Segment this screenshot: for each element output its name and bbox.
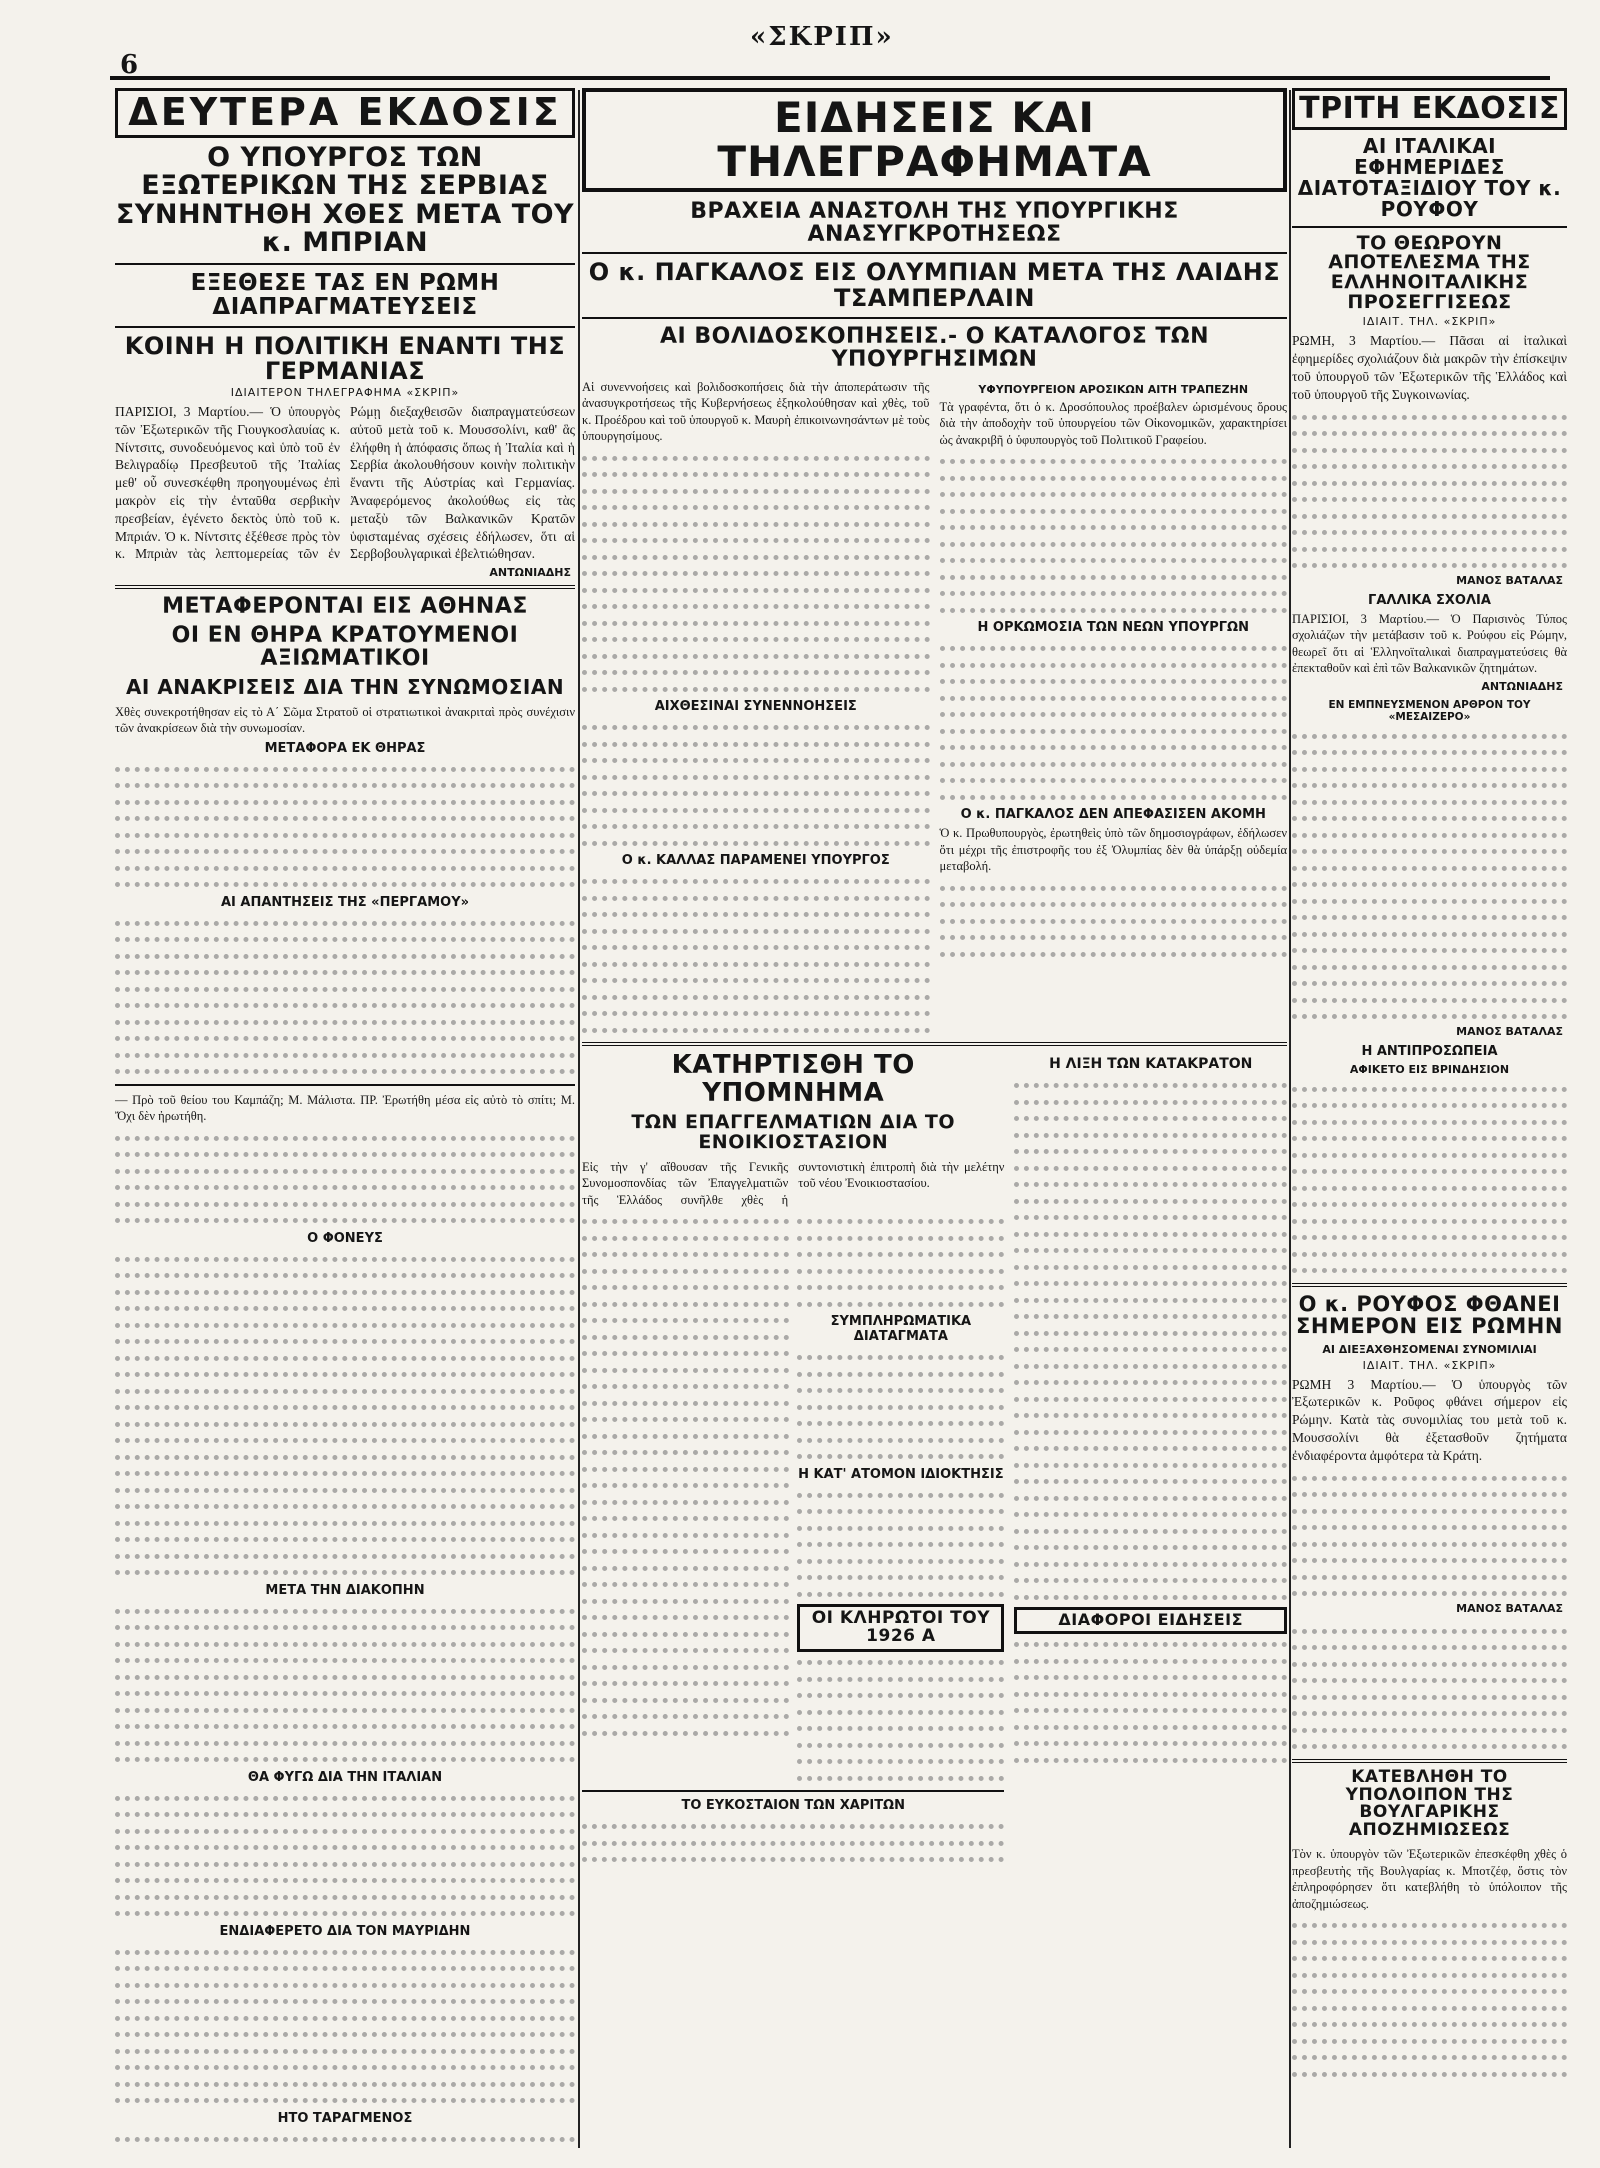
subheading: ΥΦΥΠΟΥΡΓΕΙΟΝ ΑΡΟΣΙΚΩΝ ΑΙΤΗ ΤΡΑΠΕΖΗΝ — [978, 382, 1249, 396]
right-column — [1292, 88, 1567, 2148]
page-header — [110, 0, 1570, 80]
text-column — [582, 1052, 1004, 1865]
article-text: — Πρὸ τοῦ θείου του Καμπάζη; Μ. Μάλιστα. ΠΡ. Ἐρωτήθη μέσα εἰς αὐτὸ τὸ σπίτι; Μ. Ὄχι δὲν ἠρωτήθη. — [115, 1092, 575, 1124]
article-text: Εἰς τὴν γ' αἴθουσαν τῆς Γενικῆς Συνομοσπονδίας τῶν Ἐπαγγελματιῶν τῆς Ἑλλάδος συνῆλθε χθὲς ἡ συντονιστικὴ ἐπιτροπὴ διὰ τὴν μελέτην τοῦ νέου Ἐνοικιοστασίου. — [582, 1159, 1005, 1207]
subheading: ΣΥΜΠΛΗΡΩΜΑΤΙΚΑ ΔΙΑΤΑΓΜΑΤΑ — [830, 1314, 972, 1345]
headline: ΚΑΤΕΒΛΗΘΗ ΤΟ ΥΠΟΛΟΙΠΟΝ ΤΗΣ ΒΟΥΛΓΑΡΙΚΗΣ ΑΠΟΖΗΜΙΩΣΕΩΣ — [1345, 1766, 1514, 1841]
headline: ΑΙ ΒΟΛΙΔΟΣΚΟΠΗΣΕΙΣ.- Ο ΚΑΤΑΛΟΓΟΣ ΤΩΝ ΥΠΟΥΡΓΗΣΙΜΩΝ — [659, 323, 1210, 372]
subheading: ΜΕΤΑΦΟΡΑ ΕΚ ΘΗΡΑΣ — [264, 740, 426, 756]
edition-box — [1292, 88, 1567, 130]
article-text: Τὸν κ. ὑπουργὸν τῶν Ἐξωτερικῶν ἐπεσκέφθη χθὲς ὁ πρεσβευτὴς τῆς Βουλγαρίας κ. Μποτζέφ, ὅστις τὸν ἐπληροφόρησεν ὅτι κατεβλήθη τὸ ὑπόλοιπον τῆς ἀποζημιώσεως. — [1292, 1847, 1567, 1911]
text-block — [1292, 1621, 1567, 1753]
signature: ΜΑΝΟΣ ΒΑΤΑΛΑΣ — [1456, 1601, 1563, 1615]
text-block — [797, 1652, 1004, 1784]
subheading: ΗΤΟ ΤΑΡΑΓΜΕΝΟΣ — [277, 2110, 413, 2126]
subheading: ΕΝΔΙΑΦΕΡΕΤΟ ΔΙΑ ΤΟΝ ΜΑΥΡΙΔΗΝ — [219, 1923, 471, 1939]
text-block — [115, 1601, 575, 1766]
divider — [115, 1084, 575, 1086]
divider — [115, 585, 575, 589]
text-column — [940, 379, 1288, 1037]
byline: ΙΔΙΑΙΤ. ΤΗΛ. «ΣΚΡΙΠ» — [1362, 1358, 1497, 1372]
text-block — [115, 1788, 575, 1920]
subheading: ΑΦΙΚΕΤΟ ΕΙΣ ΒΡΙΝΔΗΣΙΟΝ — [1349, 1062, 1510, 1076]
header-rule — [110, 76, 1550, 80]
text-block — [582, 717, 930, 849]
subheading: ΤΟ ΕΥΚΟΣΤΑΙΟΝ ΤΩΝ ΧΑΡΙΤΩΝ — [681, 1798, 905, 1814]
edition-title: ΤΡΙΤΗ ΕΚΔΟΣΙΣ — [1299, 91, 1560, 126]
lower-section — [582, 1052, 1287, 1865]
divider — [582, 317, 1287, 319]
divider — [582, 1790, 1004, 1792]
headline: ΟΙ ΚΛΗΡΩΤΟΙ ΤΟΥ 1926 Α — [811, 1608, 991, 1647]
page-number: 6 — [120, 50, 139, 80]
text-block — [940, 878, 1288, 961]
divider — [582, 1042, 1287, 1046]
headline: ΚΟΙΝΗ Η ΠΟΛΙΤΙΚΗ ΕΝΑΝΤΙ ΤΗΣ ΓΕΡΜΑΝΙΑΣ — [124, 331, 566, 385]
text-block — [115, 1128, 575, 1227]
headline: ΔΙΑΦΟΡΟΙ ΕΙΔΗΣΕΙΣ — [1058, 1610, 1244, 1630]
subheading: Η ΚΑΤ' ΑΤΟΜΟΝ ΙΔΙΟΚΤΗΣΙΣ — [798, 1466, 1004, 1482]
signature: ΑΝΤΩΝΙΑΔΗΣ — [1481, 679, 1563, 693]
subheading: Η ΟΡΚΩΜΟΣΙΑ ΤΩΝ ΝΕΩΝ ΥΠΟΥΡΓΩΝ — [977, 620, 1249, 636]
subheading: ΑΙ ΑΠΑΝΤΗΣΕΙΣ ΤΗΣ «ΠΕΡΓΑΜΟΥ» — [220, 894, 470, 910]
text-block — [582, 1211, 789, 1784]
article-text: Ὁ κ. Πρωθυπουργὸς, ἐρωτηθεὶς ὑπὸ τῶν δημοσιογράφων, ἐδήλωσεν ὅτι μέχρι τῆς ἐπιστροφῆς του ἐξ Ὀλυμπίας δὲν θὰ ὑπάρξῃ οὐδεμία μεταβολή. — [939, 826, 1287, 874]
text-columns — [582, 1211, 1004, 1784]
left-column — [115, 88, 575, 2148]
subheading: ΑΙ ΔΙΕΞΑΧΘΗΣΟΜΕΝΑΙ ΣΥΝΟΜΙΛΙΑΙ — [1322, 1342, 1537, 1356]
text-block — [1292, 1079, 1567, 1277]
byline: ΙΔΙΑΙΤ. ΤΗΛ. «ΣΚΡΙΠ» — [1362, 315, 1497, 329]
text-block — [582, 448, 930, 696]
text-block — [797, 1211, 1004, 1310]
article-text: ΡΩΜΗ, 3 Μαρτίου.— Πᾶσαι αἱ ἰταλικαὶ ἐφημερίδες σχολιάζουν διὰ μακρῶν τὴν ἐπίσκεψιν τοῦ ὑπουργοῦ τῶν Ἐξωτερικῶν τῆς Ἑλλάδος καὶ τοῦ ὑπουργοῦ τῆς Συγκοινωνίας. — [1292, 333, 1567, 402]
headline-box — [1014, 1607, 1287, 1634]
column-divider — [1289, 90, 1291, 2148]
masthead: «ΣΚΡΙΠ» — [750, 22, 894, 52]
text-block — [115, 759, 575, 891]
text-column — [582, 379, 930, 1037]
divider — [1292, 1759, 1567, 1763]
column-divider — [578, 90, 580, 2148]
text-column — [797, 1211, 1004, 1784]
article-text: ΠΑΡΙΣΙΟΙ, 3 Μαρτίου.— Ὁ ὑπουργὸς τῶν Ἐξωτερικῶν τῆς Γιουγκοσλαυίας κ. Νίντσιτς, συνοδευόμενος καὶ ὑπὸ τοῦ ἐν Βελιγραδίῳ Πρεσβευτοῦ τῆς Ἰταλίας μεθ' οὗ συνεσκέφθη προηγουμένως ἐπὶ μακρὸν εἰς τὴν ἐνταῦθα σερβικὴν πρεσβείαν, ἐγένετο δεκτὸς ὑπὸ τοῦ κ. Μπριάν. Ὁ κ. Νίντσιτς ἐξέθεσε πρὸς τὸν κ. Μπριὰν τὰς λεπτομερείας τῶν ἐν Ρώμῃ διεξαχθεισῶν διαπραγματεύσεων αὐτοῦ μετὰ τοῦ κ. Μουσσολίνι, καθ' ἃς ἐλήφθη ἡ ἀπόφασις ὅπως ἡ Ἰταλία καὶ ἡ Σερβία ἀκολουθήσουν κοινὴν πολιτικὴν ἔναντι τῆς Αὐστρίας καὶ Γερμανίας. Ἀναφερόμενος ἀκολούθως εἰς τὰς μεταξὺ τῶν Βαλκανικῶν Κρατῶν ὑφισταμένας σχέσεις ἐδήλωσεν, ὅτι αἱ Σερβοβουλγαρικαὶ ἐβελτιώθησαν. — [115, 403, 575, 562]
headline: ΜΕΤΑΦΕΡΟΝΤΑΙ ΕΙΣ ΑΘΗΝΑΣ — [162, 594, 528, 620]
article-columns — [582, 379, 1287, 1037]
headline: Ο κ. ΡΟΥΦΟΣ ΦΘΑΝΕΙ ΣΗΜΕΡΟΝ ΕΙΣ ΡΩΜΗΝ — [1296, 1291, 1563, 1338]
edition-box — [115, 88, 575, 138]
headline: Ο κ. ΠΑΓΚΑΛΟΣ ΕΙΣ ΟΛΥΜΠΙΑΝ ΜΕΤΑ ΤΗΣ ΛΑΙΔΗΣ ΤΣΑΜΠΕΡΛΑΙΝ — [588, 258, 1281, 312]
article-text: ΡΩΜΗ 3 Μαρτίου.— Ὁ ὑπουργὸς τῶν Ἐξωτερικῶν κ. Ροῦφος φθάνει σήμερον εἰς Ρώμην. Κατὰ τὰς συνομιλίας του μετὰ τοῦ κ. Μουσσολίνι θὰ ἐξετασθοῦν ζητήματα ἐνδιαφέροντα ἀμφότερα τὰ Κράτη. — [1292, 1376, 1567, 1463]
section-banner-box — [582, 88, 1287, 192]
text-block — [940, 638, 1288, 803]
text-block — [115, 913, 575, 1078]
text-block — [940, 451, 1288, 616]
text-block — [1292, 407, 1567, 572]
headline: ΤΟ ΘΕΩΡΟΥΝ ΑΠΟΤΕΛΕΣΜΑ ΤΗΣ ΕΛΛΗΝΟΙΤΑΛΙΚΗΣ ΠΡΟΣΕΓΓΙΣΕΩΣ — [1328, 231, 1531, 314]
subheading: Ο κ. ΠΑΓΚΑΛΟΣ ΔΕΝ ΑΠΕΦΑΣΙΣΕΝ ΑΚΟΜΗ — [960, 807, 1266, 823]
text-block — [1292, 726, 1567, 1023]
article-text: ΠΑΡΙΣΙΟΙ, 3 Μαρτίου.— Ὁ Παρισινὸς Τύπος σχολιάζων τὴν μετάβασιν τοῦ κ. Ρούφου εἰς Ρώμην, θεωρεῖ ὅτι αἱ Ἑλληνοϊταλικαὶ διαπραγματεύσεις θὰ ἐπεκταθοῦν καὶ ἐπὶ τῶν Βαλκανικῶν ζητημάτων. — [1292, 611, 1567, 675]
edition-title: ΔΕΥΤΕΡΑ ΕΚΔΟΣΙΣ — [128, 90, 562, 134]
byline: ΙΔΙΑΙΤΕΡΟΝ ΤΗΛΕΓΡΑΦΗΜΑ «ΣΚΡΙΠ» — [230, 385, 460, 399]
section-banner: ΕΙΔΗΣΕΙΣ ΚΑΙ ΤΗΛΕΓΡΑΦΗΜΑΤΑ — [717, 93, 1152, 187]
article-text: Χθὲς συνεκροτήθησαν εἰς τὸ Α΄ Σῶμα Στρατοῦ οἱ στρατιωτικοὶ ἀνακριταὶ πρὸς συνέχισιν τῶν ἀνακρίσεων διὰ τὴν συνωμοσίαν. — [115, 704, 575, 736]
divider — [1292, 226, 1567, 228]
subheading: ΜΕΤΑ ΤΗΝ ΔΙΑΚΟΠΗΝ — [265, 1582, 425, 1598]
subheading: ΕΝ ΕΜΠΝΕΥΣΜΕΝΟΝ ΑΡΘΡΟΝ ΤΟΥ «ΜΕΣΑΙΖΕΡΟ» — [1328, 698, 1531, 723]
divider — [115, 326, 575, 328]
article-text: Τὰ γραφέντα, ὅτι ὁ κ. Δροσόπουλος προέβαλεν ὡρισμένους ὅρους διὰ τὴν ἀποδοχὴν τοῦ ὑπουργείου τῶν Οἰκονομικῶν, χαρακτηρίσει ὡς ἀνακριβῆ ὁ ὑφυπουργὸς τοῦ Πολιτικοῦ Γραφείου. — [939, 399, 1287, 447]
subheading: ΘΑ ΦΥΓΩ ΔΙΑ ΤΗΝ ΙΤΑΛΙΑΝ — [247, 1769, 443, 1785]
text-block — [1292, 1468, 1567, 1600]
subheading: Η ΑΝΤΙΠΡΟΣΩΠΕΙΑ — [1361, 1043, 1498, 1059]
article-text: Αἱ συνεννοήσεις καὶ βολιδοσκοπήσεις διὰ τὴν ἀποπεράτωσιν τῆς ἀνασυγκροτήσεως τῆς Κυβερνήσεως ἐξηκολούθησαν καὶ χθὲς, τοῦ κ. Προέδρου καὶ τοῦ ὑπουργοῦ κ. Μαυρὴ ἐπικοινωνησάντων μὲ τοὺς ὑπουργησίμους. — [582, 379, 930, 444]
subheading: Η ΛΙΞΗ ΤΩΝ ΚΑΤΑΚΡΑΤΟΝ — [1049, 1056, 1253, 1073]
text-block — [115, 2129, 575, 2148]
headline: ΟΙ ΕΝ ΘΗΡΑ ΚΡΑΤΟΥΜΕΝΟΙ ΑΞΙΩΜΑΤΙΚΟΙ — [171, 623, 519, 672]
headline-box — [797, 1604, 1004, 1652]
text-block — [1014, 1634, 1287, 1766]
subheading: ΑΙΧΘΕΣΙΝΑΙ ΣΥΝΕΝΝΟΗΣΕΙΣ — [654, 699, 857, 715]
signature: ΑΝΤΩΝΙΑΔΗΣ — [489, 566, 571, 580]
headline: ΚΑΤΗΡΤΙΣΘΗ ΤΟ ΥΠΟΜΝΗΜΑ — [671, 1050, 915, 1108]
headline: ΑΙ ΑΝΑΚΡΙΣΕΙΣ ΔΙΑ ΤΗΝ ΣΥΝΩΜΟΣΙΑΝ — [125, 674, 565, 699]
text-block — [797, 1347, 1004, 1463]
subheading: Ο ΦΟΝΕΥΣ — [307, 1230, 383, 1246]
signature: ΜΑΝΟΣ ΒΑΤΑΛΑΣ — [1456, 1024, 1563, 1038]
text-block — [1292, 1915, 1567, 2080]
text-block — [115, 1942, 575, 2107]
text-block — [115, 1249, 575, 1579]
subheading: Ο κ. ΚΑΛΛΑΣ ΠΑΡΑΜΕΝΕΙ ΥΠΟΥΡΓΟΣ — [621, 853, 890, 869]
headline: Ο ΥΠΟΥΡΓΟΣ ΤΩΝ ΕΞΩΤΕΡΙΚΩΝ ΤΗΣ ΣΕΡΒΙΑΣ ΣΥΝΗΝΤΗΘΗ ΧΘΕΣ ΜΕΤΑ ΤΟΥ κ. ΜΠΡΙΑΝ — [115, 141, 575, 258]
headline: ΤΩΝ ΕΠΑΓΓΕΛΜΑΤΙΩΝ ΔΙΑ ΤΟ ΕΝΟΙΚΙΟΣΤΑΣΙΟΝ — [631, 1111, 956, 1153]
text-column — [1014, 1052, 1287, 1865]
center-column — [582, 88, 1287, 2148]
signature: ΜΑΝΟΣ ΒΑΤΑΛΑΣ — [1456, 573, 1563, 587]
text-block — [582, 1816, 1004, 1866]
headline: ΒΡΑΧΕΙΑ ΑΝΑΣΤΟΛΗ ΤΗΣ ΥΠΟΥΡΓΙΚΗΣ ΑΝΑΣΥΓΚΡΟΤΗΣΕΩΣ — [690, 199, 1179, 248]
headline: ΕΞΕΘΕΣΕ ΤΑΣ ΕΝ ΡΩΜΗ ΔΙΑΠΡΑΓΜΑΤΕΥΣΕΙΣ — [190, 270, 500, 321]
text-block — [797, 1485, 1004, 1601]
text-block — [582, 871, 930, 1036]
divider — [115, 263, 575, 265]
subheading: ΓΑΛΛΙΚΑ ΣΧΟΛΙΑ — [1368, 592, 1491, 608]
divider — [582, 252, 1287, 254]
text-block — [1014, 1075, 1287, 1603]
headline: ΑΙ ΙΤΑΛΙΚΑΙ ΕΦΗΜΕΡΙΔΕΣ ΔΙΑΤΟΤΑΞΙΔΙΟΥ ΤΟΥ κ. ΡΟΥΦΟΥ — [1297, 133, 1562, 221]
divider — [1292, 1283, 1567, 1287]
